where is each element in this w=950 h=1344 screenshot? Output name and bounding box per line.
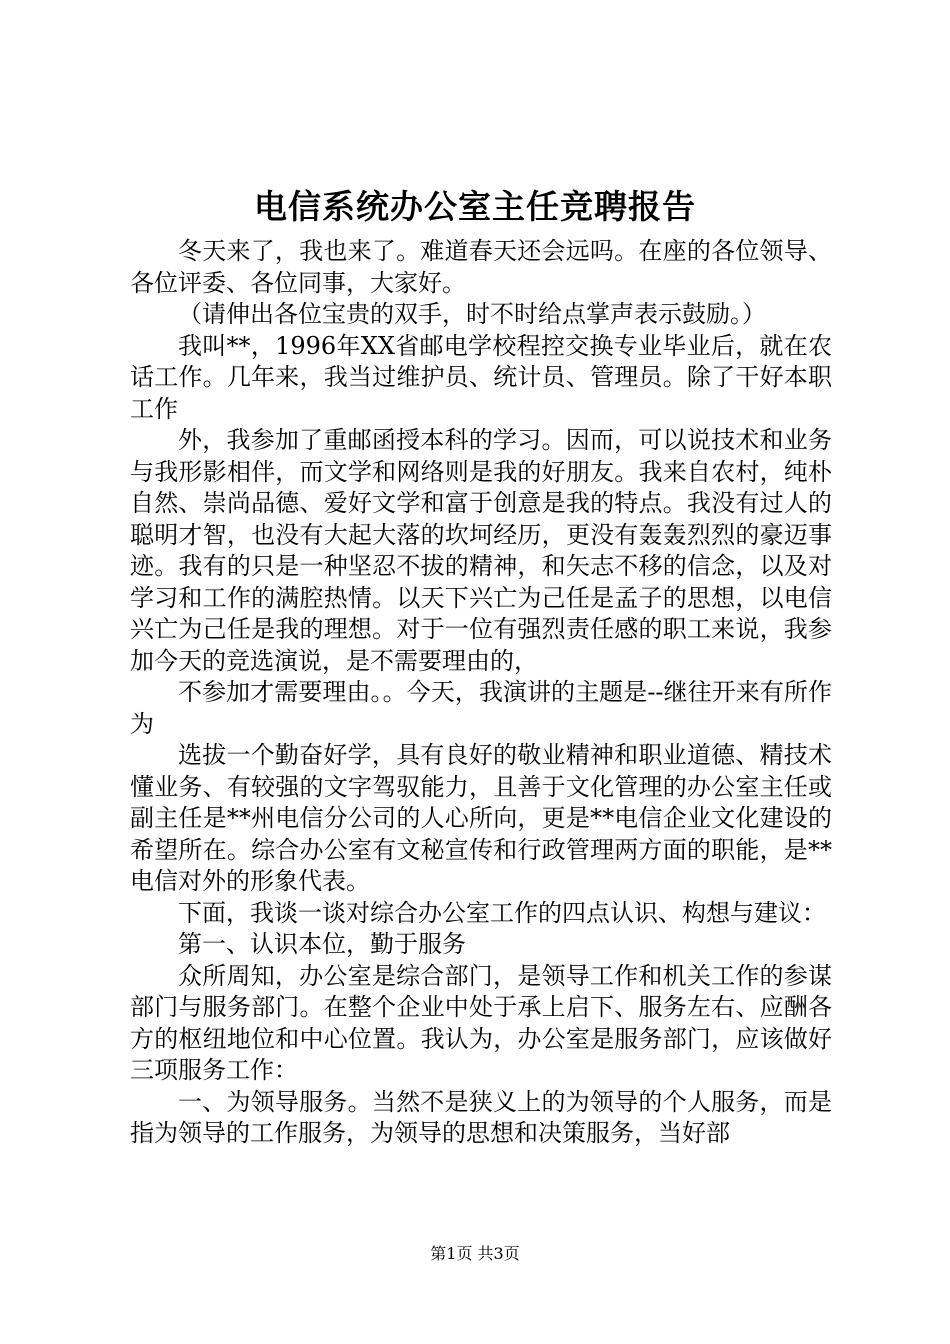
page-footer: 第1页 共3页 <box>430 1244 520 1263</box>
document-body <box>130 236 832 1150</box>
paragraph: 外，我参加了重邮函授本科的学习。因而，可以说技术和业务与我形影相伴，而文学和网络则是我的好朋友。我来自农村，纯朴自然、崇尚品德、爱好文学和富于创意是我的特点。我没有过人的聪明才智，也没有大起大落的坎坷经历，更没有轰轰烈烈的豪迈事迹。我有的只是一种坚忍不拔的精神，和矢志不移的信念，以及对学习和工作的满腔热情。以天下兴亡为己任是孟子的思想，以电信兴亡为己任是我的理想。对于一位有强烈责任感的职工来说，我参加今天的竞选演说，是不需要理由的， <box>130 426 832 675</box>
paragraph: 一、为领导服务。当然不是狭义上的为领导的个人服务，而是指为领导的工作服务，为领导的思想和决策服务，当好部 <box>130 1087 832 1147</box>
document-title: 电信系统办公室主任竞聘报告 <box>254 187 696 226</box>
paragraph: 众所周知，办公室是综合部门，是领导工作和机关工作的参谋部门与服务部门。在整个企业中处于承上启下、服务左右、应酬各方的枢纽地位和中心位置。我认为，办公室是服务部门，应该做好三项服务工作： <box>130 961 832 1084</box>
paragraph: （请伸出各位宝贵的双手，时不时给点掌声表示鼓励。） <box>178 300 766 328</box>
paragraph: 第一、认识本位，勤于服务 <box>178 930 466 958</box>
paragraph: 下面，我谈一谈对综合办公室工作的四点认识、构想与建议： <box>178 898 826 927</box>
paragraph: 我叫**，1996年XX省邮电学校程控交换专业毕业后，就在农话工作。几年来，我当过维护员、统计员、管理员。除了干好本职工作 <box>130 331 832 423</box>
paragraph: 冬天来了，我也来了。难道春天还会远吗。在座的各位领导、各位评委、各位同事，大家好。 <box>130 237 832 297</box>
paragraph: 不参加才需要理由。。今天，我演讲的主题是--继往开来有所作为 <box>130 678 832 738</box>
paragraph: 选拔一个勤奋好学，具有良好的敬业精神和职业道德、精技术懂业务、有较强的文字驾驭能力，且善于文化管理的办公室主任或副主任是**州电信分公司的人心所向，更是**电信企业文化建设的希望所在。综合办公室有文秘宣传和行政管理两方面的职能，是**电信对外的形象代表。 <box>130 741 832 895</box>
